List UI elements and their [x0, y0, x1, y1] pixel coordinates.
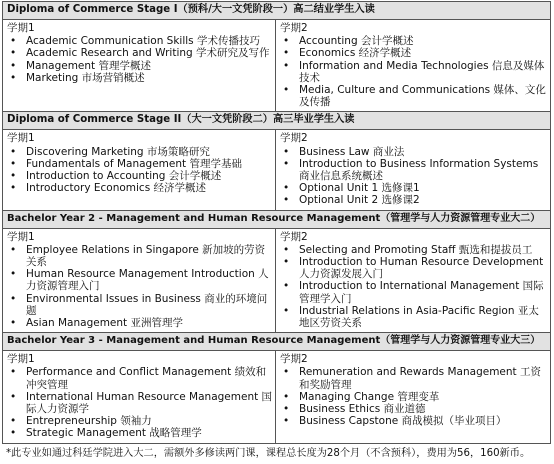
course-list [7, 244, 273, 329]
section-body-row [3, 351, 551, 443]
course-list [280, 366, 548, 427]
course-list [280, 35, 548, 108]
course-item: • Human Resource Management Introduction 人力资源管理入门 [7, 268, 273, 292]
semester-label: 学期2 [280, 132, 308, 145]
semester-1-column [3, 351, 276, 443]
course-item: • Marketing 市场营销概述 [7, 72, 273, 84]
semester-label: 学期1 [7, 353, 35, 366]
curriculum-table-body [3, 2, 551, 444]
course-item: • Introduction to Human Resource Development 人力资源发展入门 [280, 256, 548, 280]
course-item: • International Human Resource Management 国际人力资源学 [7, 391, 273, 415]
course-item: • Introduction to International Management 国际管理学入门 [280, 280, 548, 304]
course-item: • Environmental Issues in Business 商业的环境问题 [7, 293, 273, 317]
course-item: • Remuneration and Rewards Management 工资和奖励管理 [280, 366, 548, 390]
course-item: • Information and Media Technologies 信息及媒体技术 [280, 60, 548, 84]
semester-2-column [276, 130, 551, 210]
course-item: • Business Law 商业法 [280, 146, 548, 158]
curriculum-table [2, 1, 551, 444]
course-item: • Business Capstone 商战模拟（毕业项目） [280, 415, 548, 427]
semester-label: 学期1 [7, 22, 35, 34]
semester-label: 学期2 [280, 22, 308, 34]
semester-1-column [3, 228, 276, 333]
course-item: • Strategic Management 战略管理学 [7, 427, 273, 439]
section-header-row [3, 112, 551, 130]
course-item: • Media, Culture and Communications 媒体、文化及传播 [280, 84, 548, 108]
semester-2-column [276, 351, 551, 443]
course-list [7, 35, 273, 84]
course-item: • Industrial Relations in Asia-Pacific Region 亚太地区劳资关系 [280, 305, 548, 329]
course-item: • Academic Communication Skills 学术传播技巧 [7, 35, 273, 47]
course-item: • Entrepreneurship 领袖力 [7, 415, 273, 427]
course-item: • Employee Relations in Singapore 新加坡的劳资关系 [7, 244, 273, 268]
curriculum-document [2, 1, 550, 444]
course-item: • Business Ethics 商业道德 [280, 403, 548, 415]
course-item: • Accounting 会计学概述 [280, 35, 548, 47]
course-item: • Managing Change 管理变革 [280, 391, 548, 403]
semester-label: 学期2 [280, 353, 308, 366]
semester-1-column [3, 20, 276, 112]
section-body-row [3, 20, 551, 112]
course-item: • Selecting and Promoting Staff 甄选和提拔员工 [280, 244, 548, 256]
section-title: Diploma of Commerce Stage II（大一文凭阶段二）高三毕业学生入读 [3, 112, 551, 130]
section-header-row [3, 2, 551, 20]
section-body-row [3, 130, 551, 210]
course-item: • Economics 经济学概述 [280, 47, 548, 59]
semester-label: 学期1 [7, 132, 35, 145]
semester-2-column [276, 20, 551, 112]
course-item: • Introduction to Business Information Systems 商业信息系统概述 [280, 158, 548, 182]
course-item: • Asian Management 亚洲管理学 [7, 317, 273, 329]
footnote: *此专业如通过科廷学院进入大二，需额外多修读两门课，课程总长度为28个月（不含预科），费用为56，160新币。 [6, 448, 531, 459]
course-item: • Fundamentals of Management 管理学基础 [7, 158, 273, 170]
section-title: Diploma of Commerce Stage I（预科/大一文凭阶段一）高二结业学生入读 [3, 2, 551, 20]
course-item: • Academic Research and Writing 学术研究及写作 [7, 47, 273, 59]
course-list [7, 146, 273, 195]
course-item: • Discovering Marketing 市场策略研究 [7, 146, 273, 158]
semester-2-column [276, 228, 551, 333]
course-item: • Optional Unit 2 选修课2 [280, 194, 548, 206]
section-title: Bachelor Year 3 - Management and Human Resource Management（管理学与人力资源管理专业大三） [3, 333, 551, 351]
section-header-row [3, 210, 551, 228]
section-body-row [3, 228, 551, 333]
course-list [280, 244, 548, 329]
semester-label: 学期1 [7, 230, 35, 243]
semester-1-column [3, 130, 276, 210]
course-item: • Introductory Economics 经济学概述 [7, 182, 273, 194]
course-item: • Optional Unit 1 选修课1 [280, 182, 548, 194]
semester-label: 学期2 [280, 230, 308, 243]
section-header-row [3, 333, 551, 351]
course-list [7, 366, 273, 439]
course-item: • Introduction to Accounting 会计学概述 [7, 170, 273, 182]
section-title: Bachelor Year 2 - Management and Human Resource Management（管理学与人力资源管理专业大二） [3, 210, 551, 228]
course-item: • Management 管理学概述 [7, 60, 273, 72]
course-list [280, 146, 548, 207]
course-item: • Performance and Conflict Management 绩效和冲突管理 [7, 366, 273, 390]
